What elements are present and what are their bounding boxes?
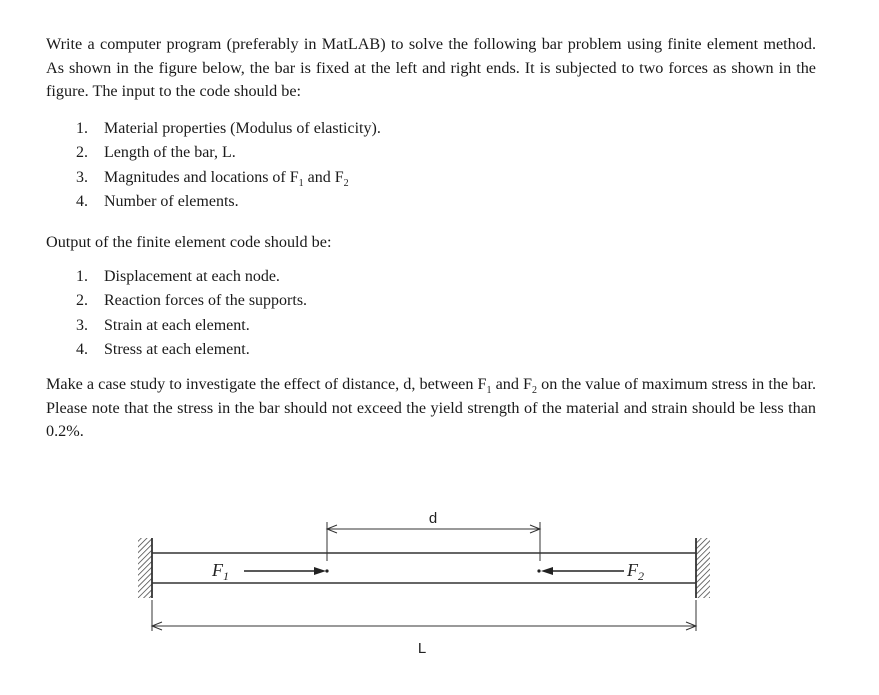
list-text: Number of elements. (104, 193, 239, 211)
list-text: Magnitudes and locations of F (104, 168, 299, 186)
list-text: and F (303, 168, 344, 186)
list-text: Reaction forces of the supports. (104, 292, 308, 310)
case-study-text: Make a case study to investigate the effect of distance, d, between F (46, 375, 487, 393)
case-study-text: and F (491, 375, 533, 393)
list-number: 3. (76, 316, 88, 334)
list-number: 2. (76, 292, 88, 310)
right-wall-support (696, 538, 710, 598)
list-text: Displacement at each node. (104, 268, 280, 285)
bar (152, 553, 696, 583)
subscript: 1 (486, 385, 492, 397)
force-f2-label: $F_2$ (627, 560, 644, 583)
force-f2-arrow (537, 567, 624, 575)
distance-d-dimension (327, 522, 540, 561)
distance-d-label: d (428, 510, 438, 527)
list-number: 1. (76, 268, 88, 285)
list-number: 2. (76, 144, 88, 162)
length-l-dimension (152, 600, 696, 631)
intro-paragraph: Write a computer program (preferably in MatLAB) to solve the following bar problem using finite element method. As shown in the figure below, the bar is fixed at the left and right ends. It is subjected to two forces as shown in the figure. The input to the code should be: (46, 35, 816, 100)
subscript: 2 (532, 385, 538, 397)
list-text: Strain at each element. (104, 316, 250, 334)
output-heading: Output of the finite element code should be: (46, 233, 332, 251)
subscript: 2 (343, 178, 349, 189)
left-wall-support (138, 538, 152, 598)
force-f1-arrow (244, 567, 329, 575)
force-f1-label: $F_1$ (212, 560, 229, 583)
subscript: 1 (298, 178, 304, 189)
list-text: Length of the bar, L. (104, 144, 236, 162)
list-number: 1. (76, 120, 88, 137)
list-text: Stress at each element. (104, 341, 250, 359)
length-l-label: L (417, 640, 427, 657)
list-text: Material properties (Modulus of elasticity). (104, 120, 381, 137)
case-study-text: on the value of maximum stress in the bar. Please note that the stress in the bar should not exceed the yield strength of the material and strain should be less than 0.2%. (46, 375, 817, 440)
list-number: 4. (76, 341, 88, 359)
list-number: 3. (76, 168, 88, 186)
list-number: 4. (76, 193, 88, 211)
